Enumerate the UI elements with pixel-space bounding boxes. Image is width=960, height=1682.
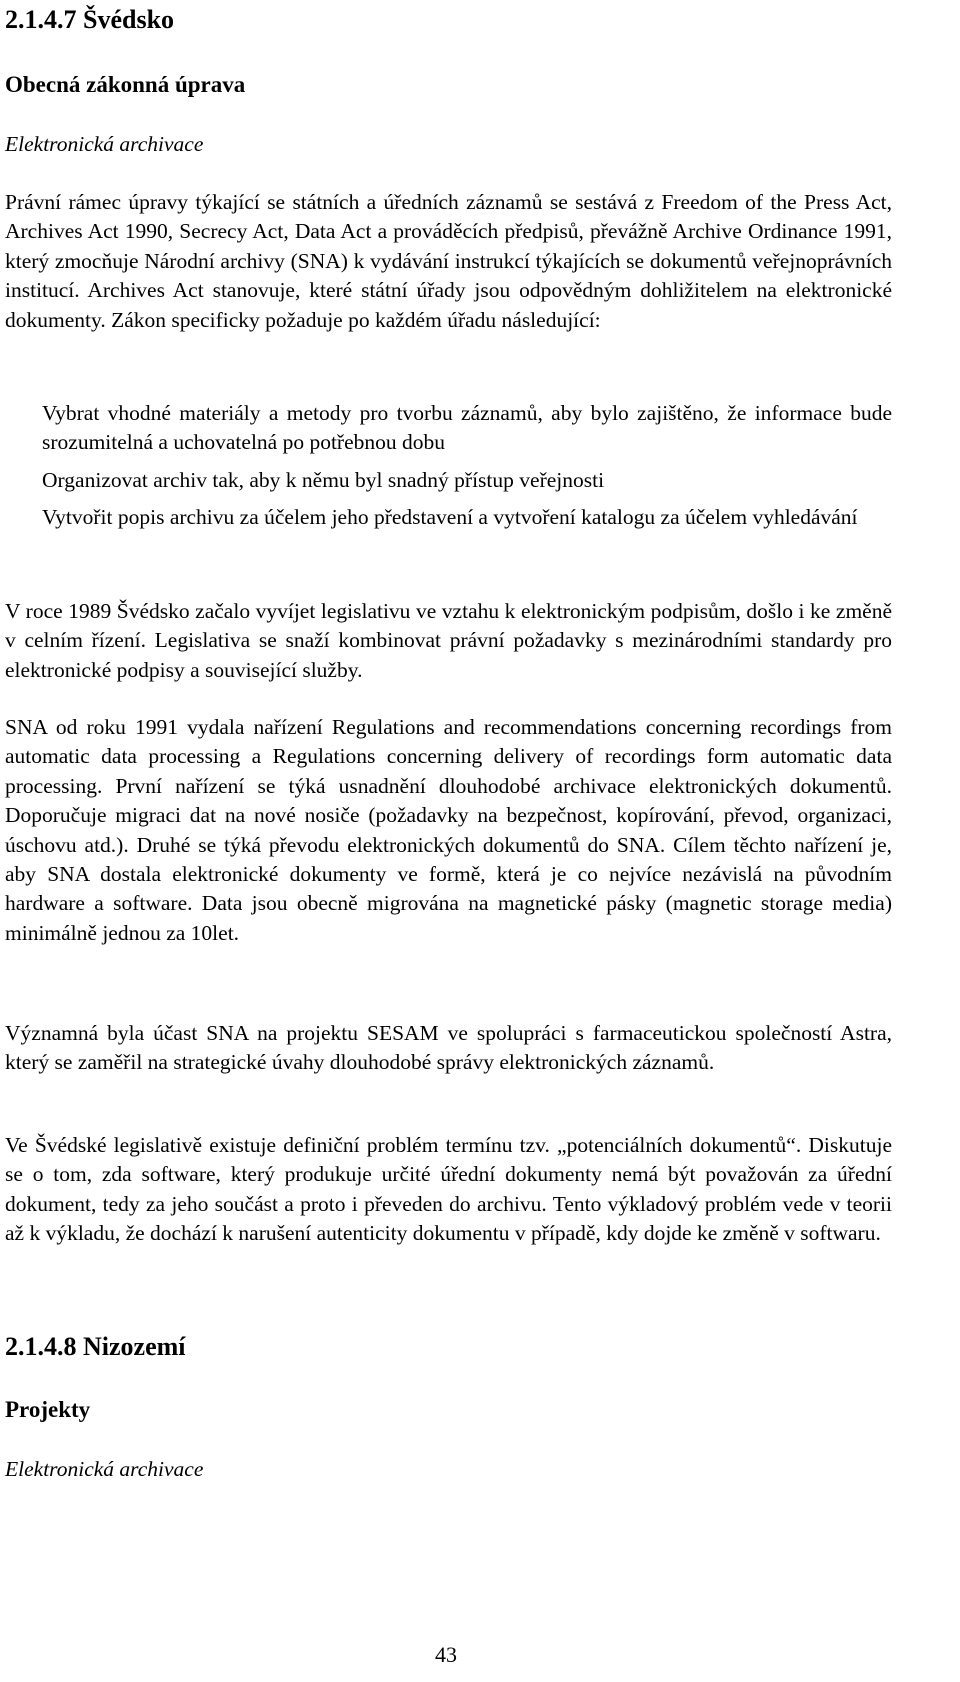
list-item: Organizovat archiv tak, aby k němu byl snadný přístup veřejnosti (42, 467, 605, 492)
section-heading-sweden: 2.1.4.7 Švédsko (5, 5, 175, 34)
subheading-electronic-archiving: Elektronická archivace (5, 132, 204, 156)
paragraph-legal-framework: Právní rámec úpravy týkající se státních a úředních záznamů se sestává z Freedom of the Press Act, Archives Act 1990, Secrecy Act, Data Act a prováděcích předpisů, převážně Archive Ordinance 1991, který zmocňuje Národní archivy (SNA) k vydávání instrukcí týkajících se dokumentů veřejnoprávních institucí. Archives Act stanovuje, které státní úřady jsou odpovědným dohližitelem na elektronické dokumenty. Zákon specificky požaduje po každém úřadu následující: (5, 190, 892, 332)
paragraph-sna-regulations: SNA od roku 1991 vydala nařízení Regulations and recommendations concerning recordings from automatic data processing a Regulations concerning delivery of recordings form automatic data processing. První nařízení se týká usnadnění dlouhodobé archivace elektronických dokumentů. Doporučuje migraci dat na nové nosiče (požadavky na bezpečnost, kopírování, převod, organizaci, úschovu atd.). Druhé se týká převodu elektronických dokumentů do SNA. Cílem těchto nařízení je, aby SNA dostala elektronické dokumenty ve formě, která je co nejvíce nezávislá na původním hardware a software. Data jsou obecně migrována na magnetické pásky (magnetic storage media) minimálně jednou za 10let. (5, 715, 892, 945)
subheading-projects: Projekty (5, 1397, 91, 1422)
requirements-list (42, 399, 892, 533)
paragraph-electronic-signatures: V roce 1989 Švédsko začalo vyvíjet legislativu ve vztahu k elektronickým podpisům, došlo i ke změně v celním řízení. Legislativa se snaží kombinovat právní požadavky s mezinárodními standardy pro elektronické podpisy a související služby. (5, 599, 892, 682)
subheading-general-law: Obecná zákonná úprava (5, 72, 246, 97)
paragraph-potential-documents: Ve Švédské legislativě existuje definiční problém termínu tzv. „potenciálních dokumentů“. Diskutuje se o tom, zda software, který produkuje určité úřední dokumenty nemá být považován za úřední dokument, tedy za jeho součást a proto i převeden do archivu. Tento výkladový problém vede v teorii až k výkladu, že dochází k narušení autenticity dokumentu v případě, kdy dojde ke změně v softwaru. (5, 1133, 892, 1246)
page-number: 43 (435, 1642, 457, 1667)
list-item: Vybrat vhodné materiály a metody pro tvorbu záznamů, aby bylo zajištěno, že informace bude srozumitelná a uchovatelná po potřebnou dobu (42, 401, 892, 455)
paragraph-sesam-project: Významná byla účast SNA na projektu SESAM ve spolupráci s farmaceutickou společností Astra, který se zaměřil na strategické úvahy dlouhodobé správy elektronických záznamů. (5, 1021, 892, 1075)
section-heading-netherlands: 2.1.4.8 Nizozemí (5, 1332, 186, 1361)
list-item: Vytvořit popis archivu za účelem jeho představení a vytvoření katalogu za účelem vyhledávání (42, 505, 858, 530)
subheading-electronic-archiving-2: Elektronická archivace (5, 1457, 204, 1481)
